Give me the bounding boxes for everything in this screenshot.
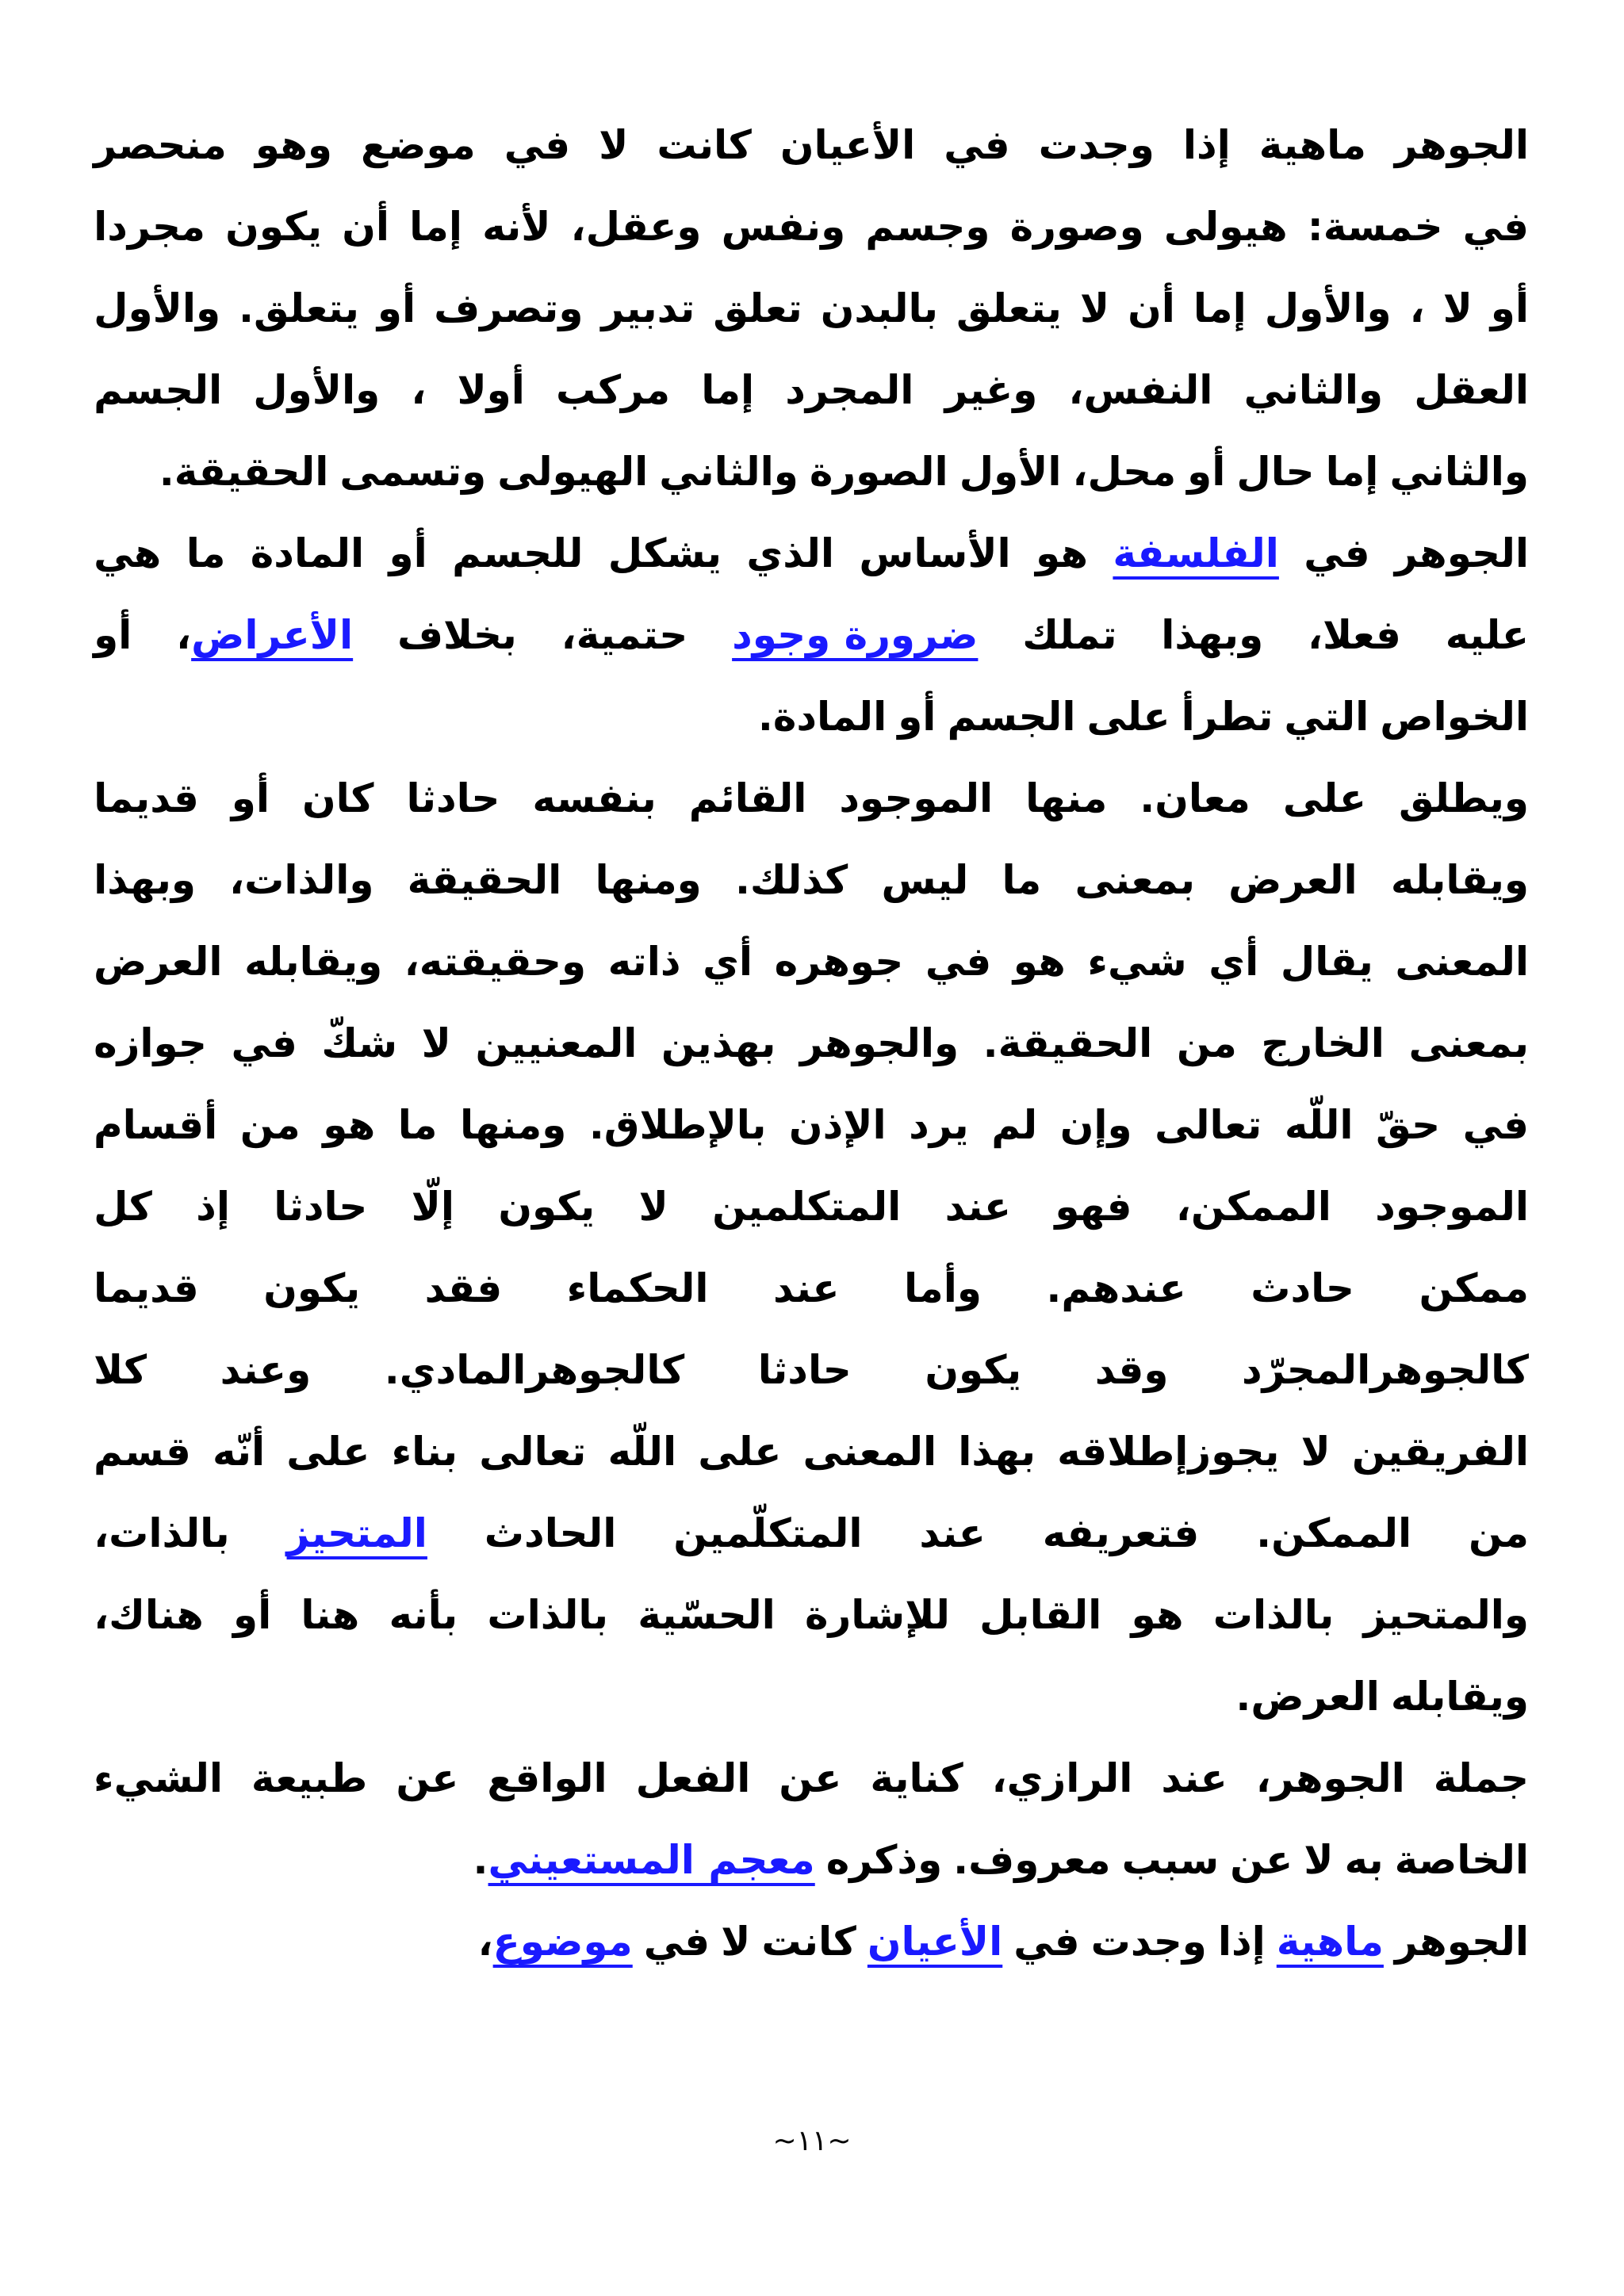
word: العرض. — [1235, 1674, 1380, 1720]
word: قديما — [94, 1265, 199, 1311]
word: الشيء — [94, 1755, 223, 1801]
word: يقال — [1280, 939, 1373, 985]
word: محل، — [1072, 449, 1177, 495]
word: وحقيقته، — [404, 939, 587, 985]
word: فتعريفه — [1042, 1510, 1200, 1556]
word: وتسمى — [339, 449, 487, 495]
word: القابل — [979, 1592, 1102, 1638]
word: ما — [186, 530, 226, 576]
word: الجسم — [947, 694, 1076, 740]
word: حادثا — [757, 1347, 852, 1393]
word: الخاصة — [1394, 1837, 1529, 1883]
word: أقسام — [94, 1102, 218, 1148]
text-line — [94, 268, 1529, 350]
word: أن — [1128, 285, 1175, 331]
word: الخواص — [1380, 694, 1529, 740]
text-line — [94, 758, 1529, 840]
word: يجوزإطلاقه — [1057, 1429, 1280, 1475]
word: ويطلق — [1398, 775, 1529, 821]
word: ونفس — [721, 204, 846, 250]
word: منها — [1025, 775, 1108, 821]
word: في — [504, 122, 571, 168]
word: شكّ — [321, 1020, 398, 1066]
punctuation: ، — [176, 612, 192, 658]
word: الفعل — [635, 1755, 751, 1801]
text-line — [94, 840, 1529, 921]
text-line — [94, 1085, 1529, 1166]
word: تطرأ — [1181, 694, 1274, 740]
word: تعالى — [1155, 1102, 1262, 1148]
word: جملة — [1433, 1755, 1529, 1801]
word: بأنه — [389, 1592, 458, 1638]
word: كناية — [870, 1755, 963, 1801]
word: اللّه — [1284, 1102, 1354, 1148]
word: يشكل — [607, 530, 722, 576]
hyperlink[interactable]: موضوع — [492, 1919, 633, 1965]
word: من — [239, 1102, 301, 1148]
word: هي — [94, 530, 162, 576]
word: عن — [1230, 1837, 1293, 1883]
word: تعلق — [713, 285, 802, 331]
text-line — [94, 1901, 1529, 1983]
word: لا — [638, 1184, 668, 1230]
word: إما — [1325, 449, 1379, 495]
word: وعقل، — [570, 204, 702, 250]
punctuation: . — [473, 1837, 488, 1883]
word: الحقيقة. — [159, 449, 329, 495]
word: الأعيان — [779, 122, 916, 168]
word: عند — [944, 1184, 1012, 1230]
word: المعنى — [1395, 939, 1529, 985]
word: المتكلّمين — [673, 1510, 863, 1556]
word: كل — [94, 1184, 152, 1230]
link-word-group — [1113, 513, 1279, 595]
link-word-group — [473, 1820, 815, 1901]
word: يتعلق. — [239, 285, 359, 331]
link-word-group — [868, 1901, 1002, 1983]
word: وذكره — [825, 1837, 943, 1883]
word: لا — [1079, 285, 1110, 331]
word: أي — [703, 939, 753, 985]
text-line — [94, 1411, 1529, 1493]
link-word-group — [287, 1493, 427, 1575]
word: الجوهر — [1394, 1919, 1529, 1965]
word: كانت — [761, 1919, 856, 1965]
word: لا — [1442, 285, 1473, 331]
word: الإذن — [788, 1102, 887, 1148]
word: وجدت — [1090, 1919, 1207, 1965]
word: التي — [1284, 694, 1369, 740]
page-number: ~١١~ — [772, 2125, 852, 2157]
word: هيولى — [1163, 204, 1288, 250]
word: وصورة — [1009, 204, 1144, 250]
word: المعنى — [802, 1429, 937, 1475]
word: يكون — [925, 1347, 1022, 1393]
word: كلا — [94, 1347, 147, 1393]
word: في — [925, 939, 992, 985]
word: معروف. — [953, 1837, 1111, 1883]
word: الحسّية — [638, 1592, 776, 1638]
word: إذا — [1182, 122, 1231, 168]
word: والثاني — [1243, 367, 1384, 413]
word: بنفسه — [532, 775, 657, 821]
word: لا — [1304, 1837, 1334, 1883]
word: والمتحيز — [1363, 1592, 1529, 1638]
word: إما — [1193, 285, 1247, 331]
word: طبيعة — [251, 1755, 368, 1801]
word: والذات، — [229, 857, 374, 903]
word: العرض — [94, 939, 223, 985]
word: الصورة — [809, 449, 948, 495]
paragraph — [94, 513, 1529, 758]
word: هو — [323, 1102, 376, 1148]
text-line — [94, 513, 1529, 595]
word: الهيولى — [497, 449, 649, 495]
word: عن — [396, 1755, 459, 1801]
word: من — [1469, 1510, 1529, 1556]
word: في — [944, 122, 1010, 168]
word: الأساس — [859, 530, 1011, 576]
hyperlink[interactable]: المتحيز — [286, 1510, 427, 1556]
word: على — [698, 1429, 782, 1475]
word: جوازه — [94, 1020, 207, 1066]
text-line — [94, 676, 1529, 758]
word: وهو — [255, 122, 332, 168]
word: الموجود — [839, 775, 994, 821]
word: ومنها — [460, 1102, 567, 1148]
hyperlink[interactable]: ضرورة وجود — [732, 612, 979, 658]
word: إما — [409, 204, 463, 250]
text-line — [94, 350, 1529, 431]
word: ويقابله — [244, 939, 383, 985]
word: في — [231, 1020, 297, 1066]
word: أو — [1187, 449, 1226, 495]
word: فعلا، — [1307, 612, 1401, 658]
word: الجسم — [94, 367, 223, 413]
word: المجرد — [785, 367, 914, 413]
word: بالذات، — [94, 1510, 230, 1556]
word: وإن — [1059, 1102, 1132, 1148]
word: ، — [1409, 285, 1425, 331]
word: تدبير — [601, 285, 695, 331]
word: حتمية، — [561, 612, 688, 658]
word: إذا — [1217, 1919, 1266, 1965]
word: معان. — [1139, 775, 1251, 821]
word: ممكن — [1419, 1265, 1529, 1311]
word: هو — [1013, 939, 1066, 985]
word: المادة — [250, 530, 365, 576]
word: إما — [701, 367, 755, 413]
word: أو — [1490, 285, 1529, 331]
word: شيء — [1087, 939, 1187, 985]
word: مجردا — [94, 204, 206, 250]
word: عند — [919, 1510, 986, 1556]
word: وبهذا — [94, 857, 196, 903]
hyperlink[interactable]: الفلسفة — [1113, 530, 1279, 576]
word: حقّ — [1376, 1102, 1441, 1148]
word: الحقيقة — [407, 857, 562, 903]
word: ليس — [881, 857, 969, 903]
paragraph — [94, 105, 1529, 513]
word: بخلاف — [396, 612, 517, 658]
word: ما — [1002, 857, 1042, 903]
word: جوهره — [774, 939, 904, 985]
word: بالإطلاق. — [588, 1102, 767, 1148]
word: مركب — [556, 367, 671, 413]
text-line — [94, 1820, 1529, 1901]
word: اللّه — [607, 1429, 677, 1475]
word: فقد — [424, 1265, 503, 1311]
word: والثاني — [659, 449, 799, 495]
word: الموجود — [1375, 1184, 1529, 1230]
text-line — [94, 1493, 1529, 1575]
word: وعند — [220, 1347, 312, 1393]
word: ذاته — [607, 939, 681, 985]
hyperlink[interactable]: الأعيان — [867, 1919, 1003, 1965]
word: الحقيقة. — [982, 1020, 1153, 1066]
word: عندهم. — [1046, 1265, 1186, 1311]
word: بمعنى — [1408, 1020, 1529, 1066]
word: وغير — [944, 367, 1038, 413]
word: بالبدن — [820, 285, 939, 331]
word: وأما — [903, 1265, 982, 1311]
word: والأول — [94, 285, 221, 331]
word: كالجوهرالمادي. — [384, 1347, 685, 1393]
punctuation: ، — [477, 1919, 493, 1965]
word: وبهذا — [1161, 612, 1264, 658]
word: والجوهر — [799, 1020, 959, 1066]
word: قديما — [94, 775, 199, 821]
word: الممكن. — [1256, 1510, 1412, 1556]
word: الخارج — [1261, 1020, 1385, 1066]
word: لا — [421, 1020, 451, 1066]
word: ويقابله — [1390, 1674, 1529, 1720]
word: الحكماء — [566, 1265, 709, 1311]
word: في — [1462, 204, 1529, 250]
word: عليه — [1445, 612, 1529, 658]
word: وقد — [1094, 1347, 1169, 1393]
text-line — [94, 1166, 1529, 1248]
word: إلّا — [411, 1184, 455, 1230]
text-line — [94, 1248, 1529, 1330]
word: أو — [232, 1592, 272, 1638]
word: تعالى — [479, 1429, 587, 1475]
word: فهو — [1055, 1184, 1132, 1230]
word: الجوهر، — [1255, 1755, 1405, 1801]
word: لا — [721, 1919, 751, 1965]
link-word-group — [732, 595, 978, 676]
word: الذي — [746, 530, 835, 576]
word: الرازي، — [991, 1755, 1133, 1801]
hyperlink[interactable]: الأعراض — [191, 612, 354, 658]
word: هو — [1131, 1592, 1184, 1638]
word: ويقابله — [1390, 857, 1529, 903]
word: حادث — [1251, 1265, 1354, 1311]
word: لأنه — [482, 204, 551, 250]
word: في — [1013, 1919, 1080, 1965]
word: العرض — [1228, 857, 1358, 903]
word: حادثا — [406, 775, 500, 821]
word: القائم — [688, 775, 807, 821]
word: أو — [94, 612, 132, 658]
word: للجسم — [452, 530, 584, 576]
word: في — [1462, 1102, 1529, 1148]
word: هو — [1036, 530, 1089, 576]
word: حادثا — [274, 1184, 368, 1230]
word: المتكلمين — [712, 1184, 902, 1230]
paragraph — [94, 1738, 1529, 1901]
word: على — [1282, 775, 1366, 821]
word: يكون — [263, 1265, 361, 1311]
word: يكون — [225, 204, 323, 250]
word: والأول — [253, 367, 381, 413]
word: موضع — [360, 122, 476, 168]
word: أولا — [457, 367, 525, 413]
word: الجوهر — [1394, 530, 1529, 576]
word: ، — [411, 367, 427, 413]
text-line — [94, 1575, 1529, 1656]
word: عن — [779, 1755, 842, 1801]
word: أنّه — [212, 1429, 266, 1475]
word: تملك — [1022, 612, 1117, 658]
word: الممكن، — [1175, 1184, 1331, 1230]
word: والأول — [1264, 285, 1392, 331]
word: العقل — [1414, 367, 1529, 413]
word: أو — [377, 285, 416, 331]
word: المادة. — [757, 694, 887, 740]
word: أو — [231, 775, 270, 821]
word: كالجوهرالمجرّد — [1241, 1347, 1529, 1393]
paragraph — [94, 1901, 1529, 1983]
text-line — [94, 1003, 1529, 1085]
word: أي — [1208, 939, 1259, 985]
link-word-group — [478, 1901, 633, 1983]
word: سبب — [1121, 1837, 1220, 1883]
word: كانت — [657, 122, 752, 168]
link-word-group — [1277, 1901, 1384, 1983]
word: بناء — [391, 1429, 458, 1475]
word: عند — [773, 1265, 840, 1311]
text-line — [94, 186, 1529, 268]
word: كان — [301, 775, 374, 821]
word: النفس، — [1068, 367, 1213, 413]
word: الجوهر — [1394, 122, 1529, 168]
link-word-group — [176, 595, 353, 676]
word: لم — [991, 1102, 1038, 1148]
word: من — [1176, 1020, 1237, 1066]
word: هنا — [301, 1592, 360, 1638]
word: ومنها — [595, 857, 702, 903]
word: الأول — [959, 449, 1062, 495]
word: قسم — [94, 1429, 191, 1475]
word: على — [1086, 694, 1170, 740]
word: بهذا — [958, 1429, 1036, 1475]
word: يكون — [498, 1184, 596, 1230]
word: وجدت — [1038, 122, 1155, 168]
word: لا — [1300, 1429, 1331, 1475]
hyperlink[interactable]: ماهية — [1276, 1919, 1384, 1965]
word: ما — [397, 1102, 438, 1148]
word: أو — [389, 530, 427, 576]
word: وجسم — [865, 204, 990, 250]
word: أو — [898, 694, 936, 740]
word: بالذات — [487, 1592, 608, 1638]
word: المعنيين — [475, 1020, 638, 1066]
word: منحصر — [94, 122, 227, 168]
word: بمعنى — [1074, 857, 1195, 903]
word: في — [643, 1919, 710, 1965]
word: على — [286, 1429, 370, 1475]
hyperlink[interactable]: معجم المستعيني — [488, 1837, 815, 1883]
text-line — [94, 1330, 1529, 1411]
word: حال — [1236, 449, 1315, 495]
text-line — [94, 595, 1529, 676]
text-line — [94, 105, 1529, 186]
word: أن — [342, 204, 390, 250]
text-line — [94, 1738, 1529, 1820]
word: للإشارة — [804, 1592, 950, 1638]
article-body — [94, 105, 1529, 1983]
text-line — [94, 431, 1529, 513]
word: بهذين — [661, 1020, 776, 1066]
word: الفريقين — [1351, 1429, 1529, 1475]
word: يرد — [909, 1102, 969, 1148]
word: إذ — [196, 1184, 230, 1230]
word: عند — [1161, 1755, 1228, 1801]
paragraph — [94, 758, 1529, 1738]
text-line — [94, 921, 1529, 1003]
word: خمسة: — [1307, 204, 1443, 250]
word: كذلك. — [734, 857, 848, 903]
word: ماهية — [1258, 122, 1366, 168]
word: هناك، — [94, 1592, 204, 1638]
word: وتصرف — [434, 285, 584, 331]
word: الواقع — [487, 1755, 607, 1801]
word: يتعلق — [956, 285, 1062, 331]
word: به — [1344, 1837, 1384, 1883]
word: الحادث — [484, 1510, 617, 1556]
word: بالذات — [1212, 1592, 1335, 1638]
word: والثاني — [1389, 449, 1529, 495]
text-line — [94, 1656, 1529, 1738]
word: في — [1304, 530, 1370, 576]
word: لا — [599, 122, 629, 168]
